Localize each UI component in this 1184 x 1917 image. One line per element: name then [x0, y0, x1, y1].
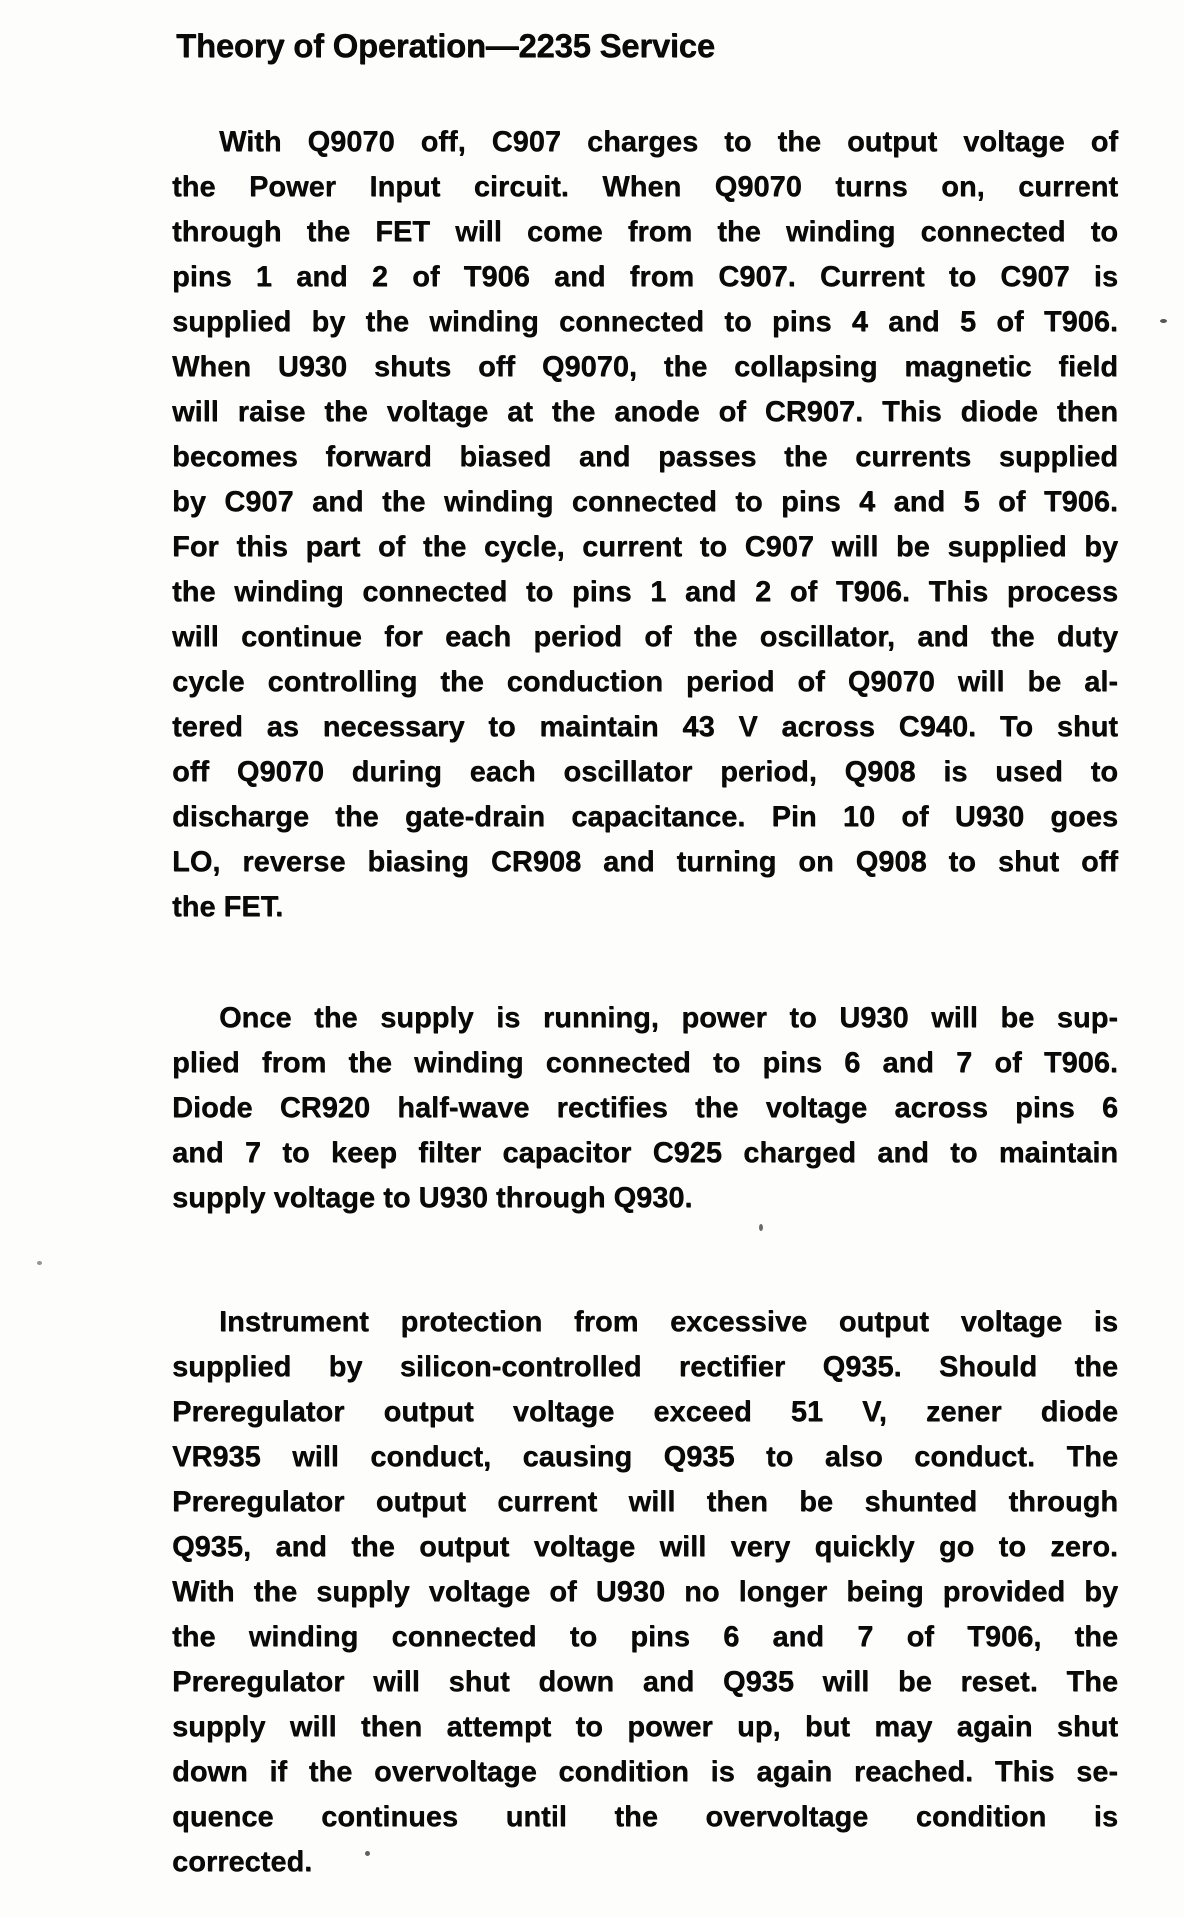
- text-line: supply voltage to U930 through Q930.: [172, 1182, 693, 1214]
- text-line: cycle controlling the conduction period of Q9070 will be al-: [172, 666, 1118, 698]
- text-line: becomes forward biased and passes the currents supplied: [172, 441, 1118, 473]
- text-line: Q935, and the output voltage will very quickly go to zero.: [172, 1531, 1118, 1563]
- text-line: the FET.: [172, 891, 284, 923]
- text-line: plied from the winding connected to pins 6 and 7 of T906.: [172, 1047, 1118, 1079]
- text-line: Diode CR920 half-wave rectifies the voltage across pins 6: [172, 1092, 1118, 1124]
- text-line: supply will then attempt to power up, but may again shut: [172, 1711, 1118, 1743]
- page-header-title: Theory of Operation—2235 Service: [176, 27, 715, 64]
- text-line: When U930 shuts off Q9070, the collapsing magnetic field: [172, 351, 1118, 383]
- text-line: Preregulator output voltage exceed 51 V, zener diode: [172, 1396, 1118, 1428]
- text-line: will continue for each period of the oscillator, and the duty: [172, 621, 1118, 653]
- body-paragraph-1: [172, 120, 1118, 930]
- scan-speck: [37, 1261, 42, 1265]
- text-line: Once the supply is running, power to U930 will be sup-: [219, 1002, 1118, 1034]
- text-line: the winding connected to pins 1 and 2 of T906. This process: [172, 576, 1118, 608]
- text-line: tered as necessary to maintain 43 V across C940. To shut: [172, 711, 1118, 743]
- text-line: discharge the gate-drain capacitance. Pin 10 of U930 goes: [172, 801, 1118, 833]
- text-line: Preregulator output current will then be shunted through: [172, 1486, 1118, 1518]
- scan-speck: [1160, 319, 1167, 323]
- body-paragraph-2: [172, 996, 1118, 1221]
- text-line: the winding connected to pins 6 and 7 of T906, the: [172, 1621, 1118, 1653]
- text-line: LO, reverse biasing CR908 and turning on Q908 to shut off: [172, 846, 1118, 878]
- text-line: off Q9070 during each oscillator period, Q908 is used to: [172, 756, 1118, 788]
- text-line: by C907 and the winding connected to pins 4 and 5 of T906.: [172, 486, 1118, 518]
- text-line: and 7 to keep filter capacitor C925 charged and to maintain: [172, 1137, 1118, 1169]
- text-line: For this part of the cycle, current to C907 will be supplied by: [172, 531, 1118, 563]
- text-line: VR935 will conduct, causing Q935 to also conduct. The: [172, 1441, 1118, 1473]
- text-line: Preregulator will shut down and Q935 will be reset. The: [172, 1666, 1118, 1698]
- text-line: corrected.: [172, 1846, 313, 1878]
- text-line: With Q9070 off, C907 charges to the output voltage of: [219, 126, 1118, 158]
- scan-speck: [759, 1224, 763, 1231]
- body-paragraph-3: [172, 1300, 1118, 1885]
- text-line: supplied by silicon-controlled rectifier Q935. Should the: [172, 1351, 1118, 1383]
- text-line: through the FET will come from the winding connected to: [172, 216, 1118, 248]
- text-line: Instrument protection from excessive output voltage is: [219, 1306, 1118, 1338]
- text-line: pins 1 and 2 of T906 and from C907. Current to C907 is: [172, 261, 1118, 293]
- text-line: With the supply voltage of U930 no longer being provided by: [172, 1576, 1118, 1608]
- scan-speck: [365, 1851, 370, 1856]
- text-line: down if the overvoltage condition is again reached. This se-: [172, 1756, 1118, 1788]
- text-line: will raise the voltage at the anode of CR907. This diode then: [172, 396, 1118, 428]
- text-line: quence continues until the overvoltage condition is: [172, 1801, 1118, 1833]
- text-line: the Power Input circuit. When Q9070 turns on, current: [172, 171, 1118, 203]
- text-line: supplied by the winding connected to pins 4 and 5 of T906.: [172, 306, 1118, 338]
